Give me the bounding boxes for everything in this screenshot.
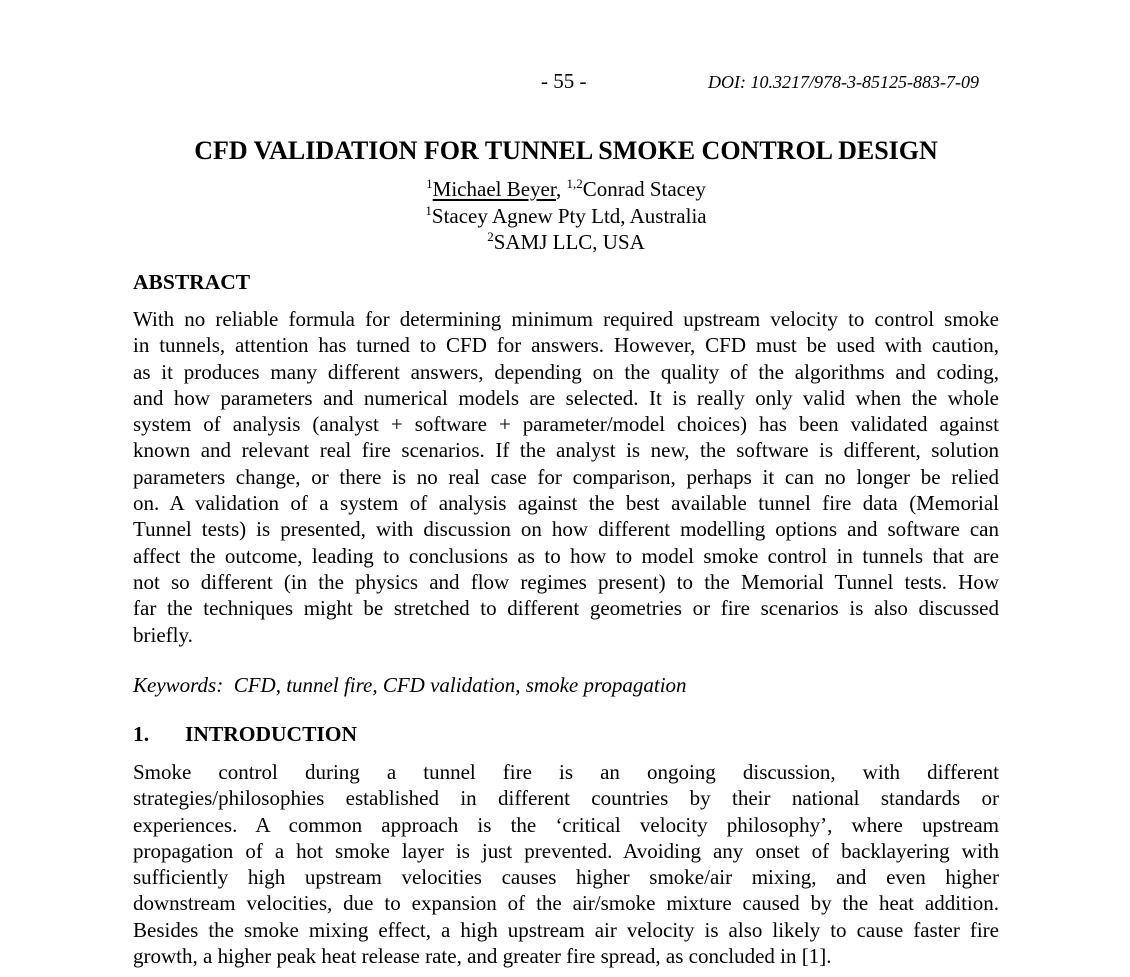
introduction-line: Smoke control during a tunnel fire is an ongoing discussion, with different xyxy=(133,760,999,784)
abstract-line: system of analysis (analyst + software + parameter/model choices) has been validated against xyxy=(133,412,999,437)
keywords-line: Keywords: CFD, tunnel fire, CFD validation, smoke propagation xyxy=(133,673,687,697)
introduction-line: downstream velocities, due to expansion of the air/smoke mixture caused by the heat addition. xyxy=(133,891,999,916)
abstract-line: on. A validation of a system of analysis against the best available tunnel fire data (Memorial xyxy=(133,491,999,516)
author-separator: , xyxy=(556,177,567,201)
section-title: INTRODUCTION xyxy=(185,722,358,746)
abstract-line: affect the outcome, leading to conclusions as to how to model smoke control in tunnels that are xyxy=(133,543,999,568)
introduction-line: Besides the smoke mixing effect, a high upstream air velocity is also likely to cause faster fire xyxy=(133,917,999,942)
introduction-line: experiences. A common approach is the ‘critical velocity philosophy’, where upstream xyxy=(133,812,999,837)
affiliation-text: Stacey Agnew Pty Ltd, Australia xyxy=(431,203,707,228)
abstract-line: far the techniques might be stretched to different geometries or fire scenarios is also discussed xyxy=(133,596,999,621)
introduction-heading xyxy=(133,720,357,748)
abstract-line: not so different (in the physics and flow regimes present) to the Memorial Tunnel tests. How xyxy=(133,569,999,594)
affiliation-superscript: 1 xyxy=(425,202,432,218)
abstract-line: With no reliable formula for determining minimum required upstream velocity to control smoke xyxy=(133,307,999,331)
affiliation-line xyxy=(133,229,999,256)
section-number: 1. xyxy=(133,722,150,746)
introduction-line: sufficiently high upstream velocities causes higher smoke/air mixing, and even higher xyxy=(133,865,999,890)
introduction-line: propagation of a hot smoke layer is just prevented. Avoiding any onset of backlayering with xyxy=(133,838,999,863)
doi-text: DOI: 10.3217/978-3-85125-883-7-09 xyxy=(708,72,979,92)
affiliation-line xyxy=(133,203,999,230)
abstract-line: parameters change, or there is no real case for comparison, perhaps it can no longer be relied xyxy=(133,464,999,489)
author-michael-beyer[interactable]: Michael Beyer xyxy=(432,177,557,201)
affiliation-superscript: 2 xyxy=(487,229,494,244)
abstract-line: and how parameters and numerical models are selected. It is really only valid when the whole xyxy=(133,385,999,410)
author-block xyxy=(133,176,999,256)
page-number: - 55 - xyxy=(541,69,587,93)
abstract-line: Tunnel tests) is presented, with discussion on how different modelling options and software can xyxy=(133,517,999,542)
author2-superscript: 1,2 xyxy=(566,176,583,191)
author-conrad-stacey: Conrad Stacey xyxy=(582,177,706,201)
abstract-heading: ABSTRACT xyxy=(133,270,251,294)
abstract-line: known and relevant real fire scenarios. If the analyst is new, the software is different, solution xyxy=(133,438,999,463)
abstract-line: briefly. xyxy=(133,622,193,647)
abstract-line: as it produces many different answers, depending on the quality of the algorithms and coding, xyxy=(133,359,999,384)
affiliation-text: SAMJ LLC, USA xyxy=(493,230,645,254)
author1-superscript: 1 xyxy=(426,176,433,191)
abstract-line: in tunnels, attention has turned to CFD for answers. However, CFD must be used with caution, xyxy=(133,333,999,358)
paper-title: CFD VALIDATION FOR TUNNEL SMOKE CONTROL DESIGN xyxy=(194,136,938,165)
introduction-paragraph xyxy=(133,759,999,969)
introduction-line: strategies/philosophies established in different countries by their national standards or xyxy=(133,786,999,811)
abstract-paragraph xyxy=(133,306,999,648)
author-line xyxy=(133,176,999,203)
introduction-line: growth, a higher peak heat release rate, and greater fire spread, as concluded in [1]. xyxy=(133,944,832,969)
